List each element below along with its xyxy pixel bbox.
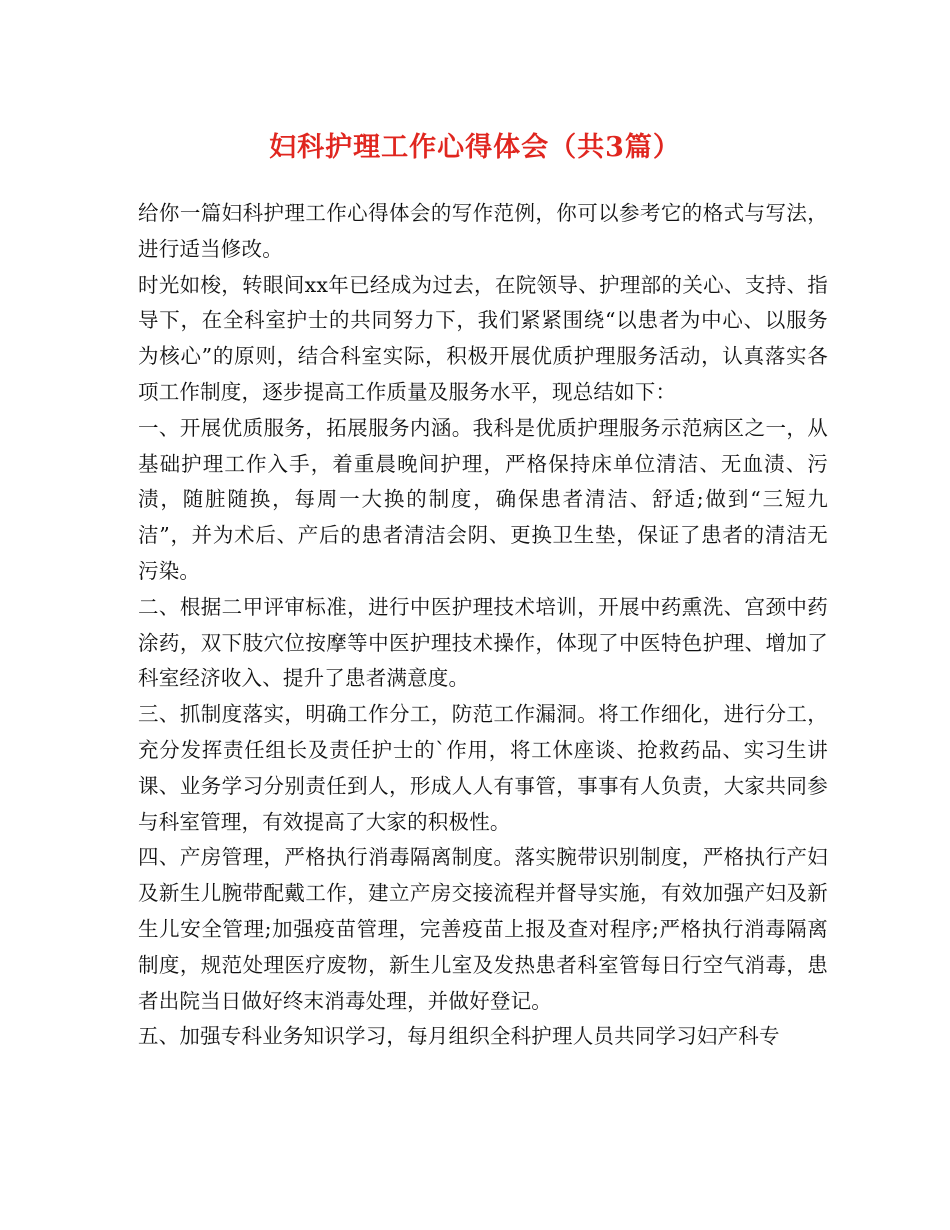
paragraph-section-1: 一、开展优质服务，拓展服务内涵。我科是优质护理服务示范病区之一，从基础护理工作入手，着重晨晚间护理，严格保持床单位清洁、无血渍、污渍，随脏随换，每周一大换的制度，确保患者清洁、舒适;做到“三短九洁”，并为术后、产后的患者清洁会阴、更换卫生垫，保证了患者的清洁无污染。: [138, 415, 828, 583]
paragraph-summary: 时光如梭，转眼间xx年已经成为过去，在院领导、护理部的关心、支持、指导下，在全科室护士的共同努力下，我们紧紧围绕“以患者为中心、以服务为核心”的原则，结合科室实际，积极开展优质护理服务活动，认真落实各项工作制度，逐步提高工作质量及服务水平，现总结如下：: [138, 272, 828, 404]
paragraph-section-5: 五、加强专科业务知识学习，每月组织全科护理人员共同学习妇产科专: [138, 1024, 780, 1049]
paragraph-section-2: 二、根据二甲评审标准，进行中医护理技术培训，开展中药熏洗、宫颈中药涂药，双下肢穴位按摩等中医护理技术操作，体现了中医特色护理、增加了科室经济收入、提升了患者满意度。: [138, 594, 828, 691]
paragraph-section-3: 三、抓制度落实，明确工作分工，防范工作漏洞。将工作细化，进行分工，充分发挥责任组长及责任护士的`作用，将工休座谈、抢救药品、实习生讲课、业务学习分别责任到人，形成人人有事管，事事有人负责，大家共同参与科室管理，有效提高了大家的积极性。: [138, 702, 828, 834]
paragraph-intro: 给你一篇妇科护理工作心得体会的写作范例，你可以参考它的格式与写法，进行适当修改。: [138, 201, 828, 261]
paragraph-section-4: 四、产房管理，严格执行消毒隔离制度。落实腕带识别制度，严格执行产妇及新生儿腕带配戴工作，建立产房交接流程并督导实施，有效加强产妇及新生儿安全管理;加强疫苗管理，完善疫苗上报及查对程序;严格执行消毒隔离制度，规范处理医疗废物，新生儿室及发热患者科室管每日行空气消毒，患者出院当日做好终末消毒处理，并做好登记。: [138, 845, 828, 1013]
document-title: 妇科护理工作心得体会（共3篇）: [269, 132, 681, 163]
document-body: [138, 196, 828, 1055]
